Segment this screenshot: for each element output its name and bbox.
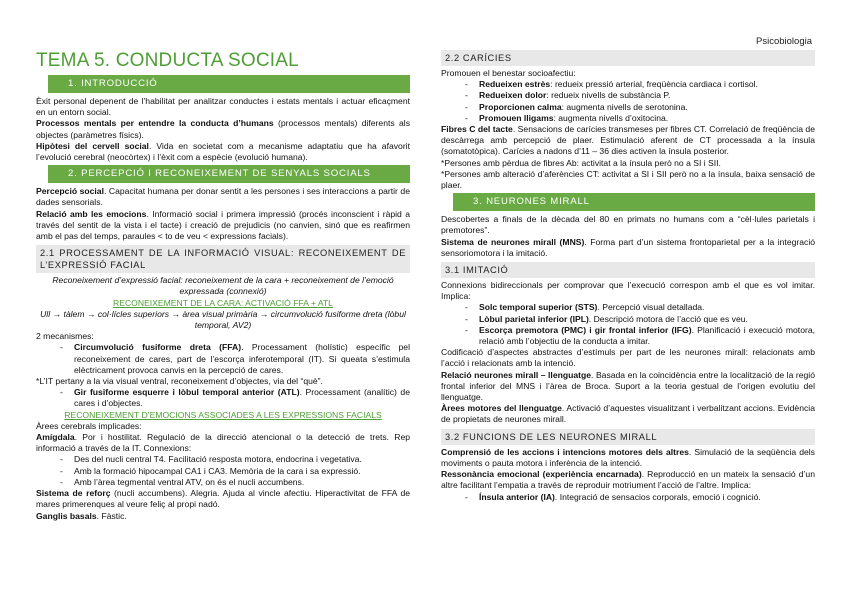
pathway-note: Ull → tàlem → col·lícles superiors → àrea visual primària → circumvolució fusiforme dreta (lòbul temporal, AV2): [40, 308, 406, 331]
paragraph: Relació neurones mirall – llenguatge. Basada en la coincidència entre la localització de la regió frontal inferior del MNS i l’àrea de Broca. Suport a la teoria gestual de l’origen evolutiu del llenguatge.: [441, 369, 816, 403]
subsection-heading-3-2: 3.2 FUNCIONS DE LES NEURONES MIRALL: [441, 429, 815, 445]
imitacio-list: [441, 302, 815, 347]
list-item: - Solc temporal superior (STS). Percepció visual detallada.: [479, 302, 815, 313]
subsection-heading-2-2: 2.2 CARÍCIES: [441, 50, 815, 66]
paragraph: 2 mecanismes:: [36, 331, 94, 342]
connections-list: [36, 454, 410, 488]
subsection-heading-2-1: 2.1 PROCESSAMENT DE LA INFORMACIÓ VISUAL: RECONEIXEMENT DE L’EXPRESSIÓ FACIAL: [36, 245, 410, 273]
paragraph: Amígdala. Por i hostilitat. Regulació de la direcció atencional o la detecció de trets. Rep informació a través de la IT. Connexions:: [36, 432, 410, 454]
paragraph: Ganglis basals. Fàstic.: [36, 510, 127, 521]
list-item: - Proporcionen calma: augmenta nivells de serotonina.: [479, 102, 815, 113]
caricies-list: [441, 79, 815, 124]
paragraph: Èxit personal depenent de l’habilitat per analitzar conductes i estats mentals i actuar eficaçment en un entorn social.: [36, 96, 410, 118]
green-subheading: RECONEIXEMENT D’EMOCIONS ASSOCIADES A LES EXPRESSIONS FACIALS: [64, 409, 382, 420]
mechanism-list: [36, 342, 410, 376]
ressonancia-list: [441, 492, 815, 503]
list-item: - Amb la formació hipocampal CA1 i CA3. Memòria de la cara i sa expressió.: [74, 466, 410, 477]
paragraph: Àrees motores del llenguatge. Activació d’aquestes visualitzant i verbalitzant accions. Evidència de propietats de neurones mirall.: [441, 403, 815, 425]
list-item: - Lòbul parietal inferior (IPL). Descripció motora de l’acció que es veu.: [479, 314, 815, 325]
paragraph: Sistema de reforç (nucli accumbens). Alegria. Ajuda al vincle afectiu. Hiperactivitat de FFA de mares primerenques al veure feliç al propi nadó.: [36, 488, 411, 510]
list-item: - Promouen lligams: augmenta nivells d’oxitocina.: [479, 113, 815, 124]
paragraph: Promouen el benestar socioafectiu:: [441, 68, 576, 78]
mechanism-list-2: [36, 387, 410, 409]
note: *Persones amb pèrdua de fibres Ab: activitat a la ínsula però no a SI i SII.: [441, 157, 721, 168]
paragraph: Codificació d’aspectes abstractes d’estímuls per part de les neurones mirall: relacionats amb l’acció i relacionats amb la intenció.: [441, 347, 815, 369]
list-item: - Des del nucli central T4. Facilitació resposta motora, endocrina i vegetativa.: [74, 454, 410, 465]
section-heading-introduccio: 1. INTRODUCCIÓ: [48, 75, 410, 93]
paragraph: Àrees cerebrals implicades:: [36, 420, 142, 431]
paragraph: Percepció social. Capacitat humana per donar sentit a les persones i ses interaccions a partir de dades sensorials.: [36, 186, 410, 208]
paragraph: Descobertes a finals de la dècada del 80 en primats no humans com a “cèl·lules parietals i premotores”.: [441, 214, 815, 236]
paragraph: Relació amb les emocions. Informació social i primera impressió (procés inconscient i ràpid a través del sentit de la vista i el tacte) i creació de prejudicis (no canvien, sinó que es reafirmen amb el pas del temps, paraules < to de veu < expressions facials).: [36, 208, 410, 242]
list-item: - Circumvolució fusiforme dreta (FFA). Processament (holístic) específic pel reconeixement de cares, part de l’escorça inferotemporal (IT). Si queata s’estimula elèctricament provoca canvis en la percepció de cares.: [74, 342, 410, 376]
paragraph: Sistema de neurones mirall (MNS). Forma part d’un sistema frontoparietal per a la integració sensoriomotora i la imitació.: [441, 236, 816, 258]
subsection-heading-3-1: 3.1 IMITACIÓ: [441, 262, 815, 278]
note: *L’IT pertany a la via visual ventral, reconeixement d’objectes, via del “què”.: [36, 376, 323, 387]
paragraph: Processos mentals per entendre la conducta d’humans (processos mentals) diferents als objectes (paràmetres físics).: [36, 118, 410, 140]
paragraph: Fibres C del tacte. Sensacions de carícies transmeses per fibres CT. Correlació de freqüència de descàrrega amb percepció de plaer. Estimulació aferent de CT processada a la ínsula (somatotòpica). Carícies a nadons d’11 – 36 dies activen la ínsula posterior.: [441, 124, 815, 157]
page-header: Psicobiologia: [756, 36, 812, 47]
paragraph: Ressonància emocional (experiència encarnada). Reproducció en un mateix la sensació d’un altre facilitant l’empatia a través de reproduir motriument l’acció de l’altre. Implica:: [441, 469, 815, 491]
paragraph: Comprensió de les accions i intencions motores dels altres. Simulació de la seqüència dels moviments o pauta motora i inferència de la intenció.: [441, 446, 815, 468]
right-column: [441, 50, 815, 503]
left-column: [36, 50, 410, 522]
note: *Persones amb alteració d’aferències CT: activitat a SI i SII però no a la ínsula, baixa sensació de plaer.: [441, 168, 815, 191]
list-item: - Redueixen dolor: redueix nivells de substància P.: [479, 90, 815, 101]
paragraph: Hipòtesi del cervell social. Vida en societat com a mecanisme adaptatiu que ha afavorit l’evolució cerebral (neocòrtex) i l’èxit com a espècie (evolució humana).: [36, 140, 410, 163]
section-heading-neurones-mirall: 3. NEURONES MIRALL: [453, 193, 815, 211]
list-item: - Amb l’àrea tegmental ventral ATV, on és el nucli accumbens.: [74, 477, 410, 488]
document-title: TEMA 5. CONDUCTA SOCIAL: [36, 50, 299, 71]
section-heading-percepcio: 2. PERCEPCIÓ I RECONEIXEMENT DE SENYALS SOCIALS: [48, 165, 410, 183]
list-item: - Redueixen estrès: redueix pressió arterial, freqüència cardiaca i cortisol.: [479, 79, 815, 90]
italic-note: Reconeixement d’expressió facial: reconeixement de la cara + reconeixement de l’emoció expressada (connexió): [52, 275, 394, 297]
list-item: - Gir fusiforme esquerre i lòbul temporal anterior (ATL). Processament (analític) de cares i d’objectes.: [74, 387, 410, 409]
list-item: - Ínsula anterior (IA). Integració de sensacios corporals, emoció i cognició.: [479, 492, 815, 503]
list-item: - Escorça premotora (PMC) i gir frontal inferior (IFG). Planificació i execució motora, relació amb l’objectiu de la conducta a imitar.: [479, 325, 815, 347]
green-subheading: RECONEIXEMENT DE LA CARA: ACTIVACIÓ FFA + ATL: [113, 297, 333, 308]
paragraph: Connexions bidireccionals per comprovar que l’execució correspon amb el que es vol imitar. Implica:: [441, 280, 815, 302]
